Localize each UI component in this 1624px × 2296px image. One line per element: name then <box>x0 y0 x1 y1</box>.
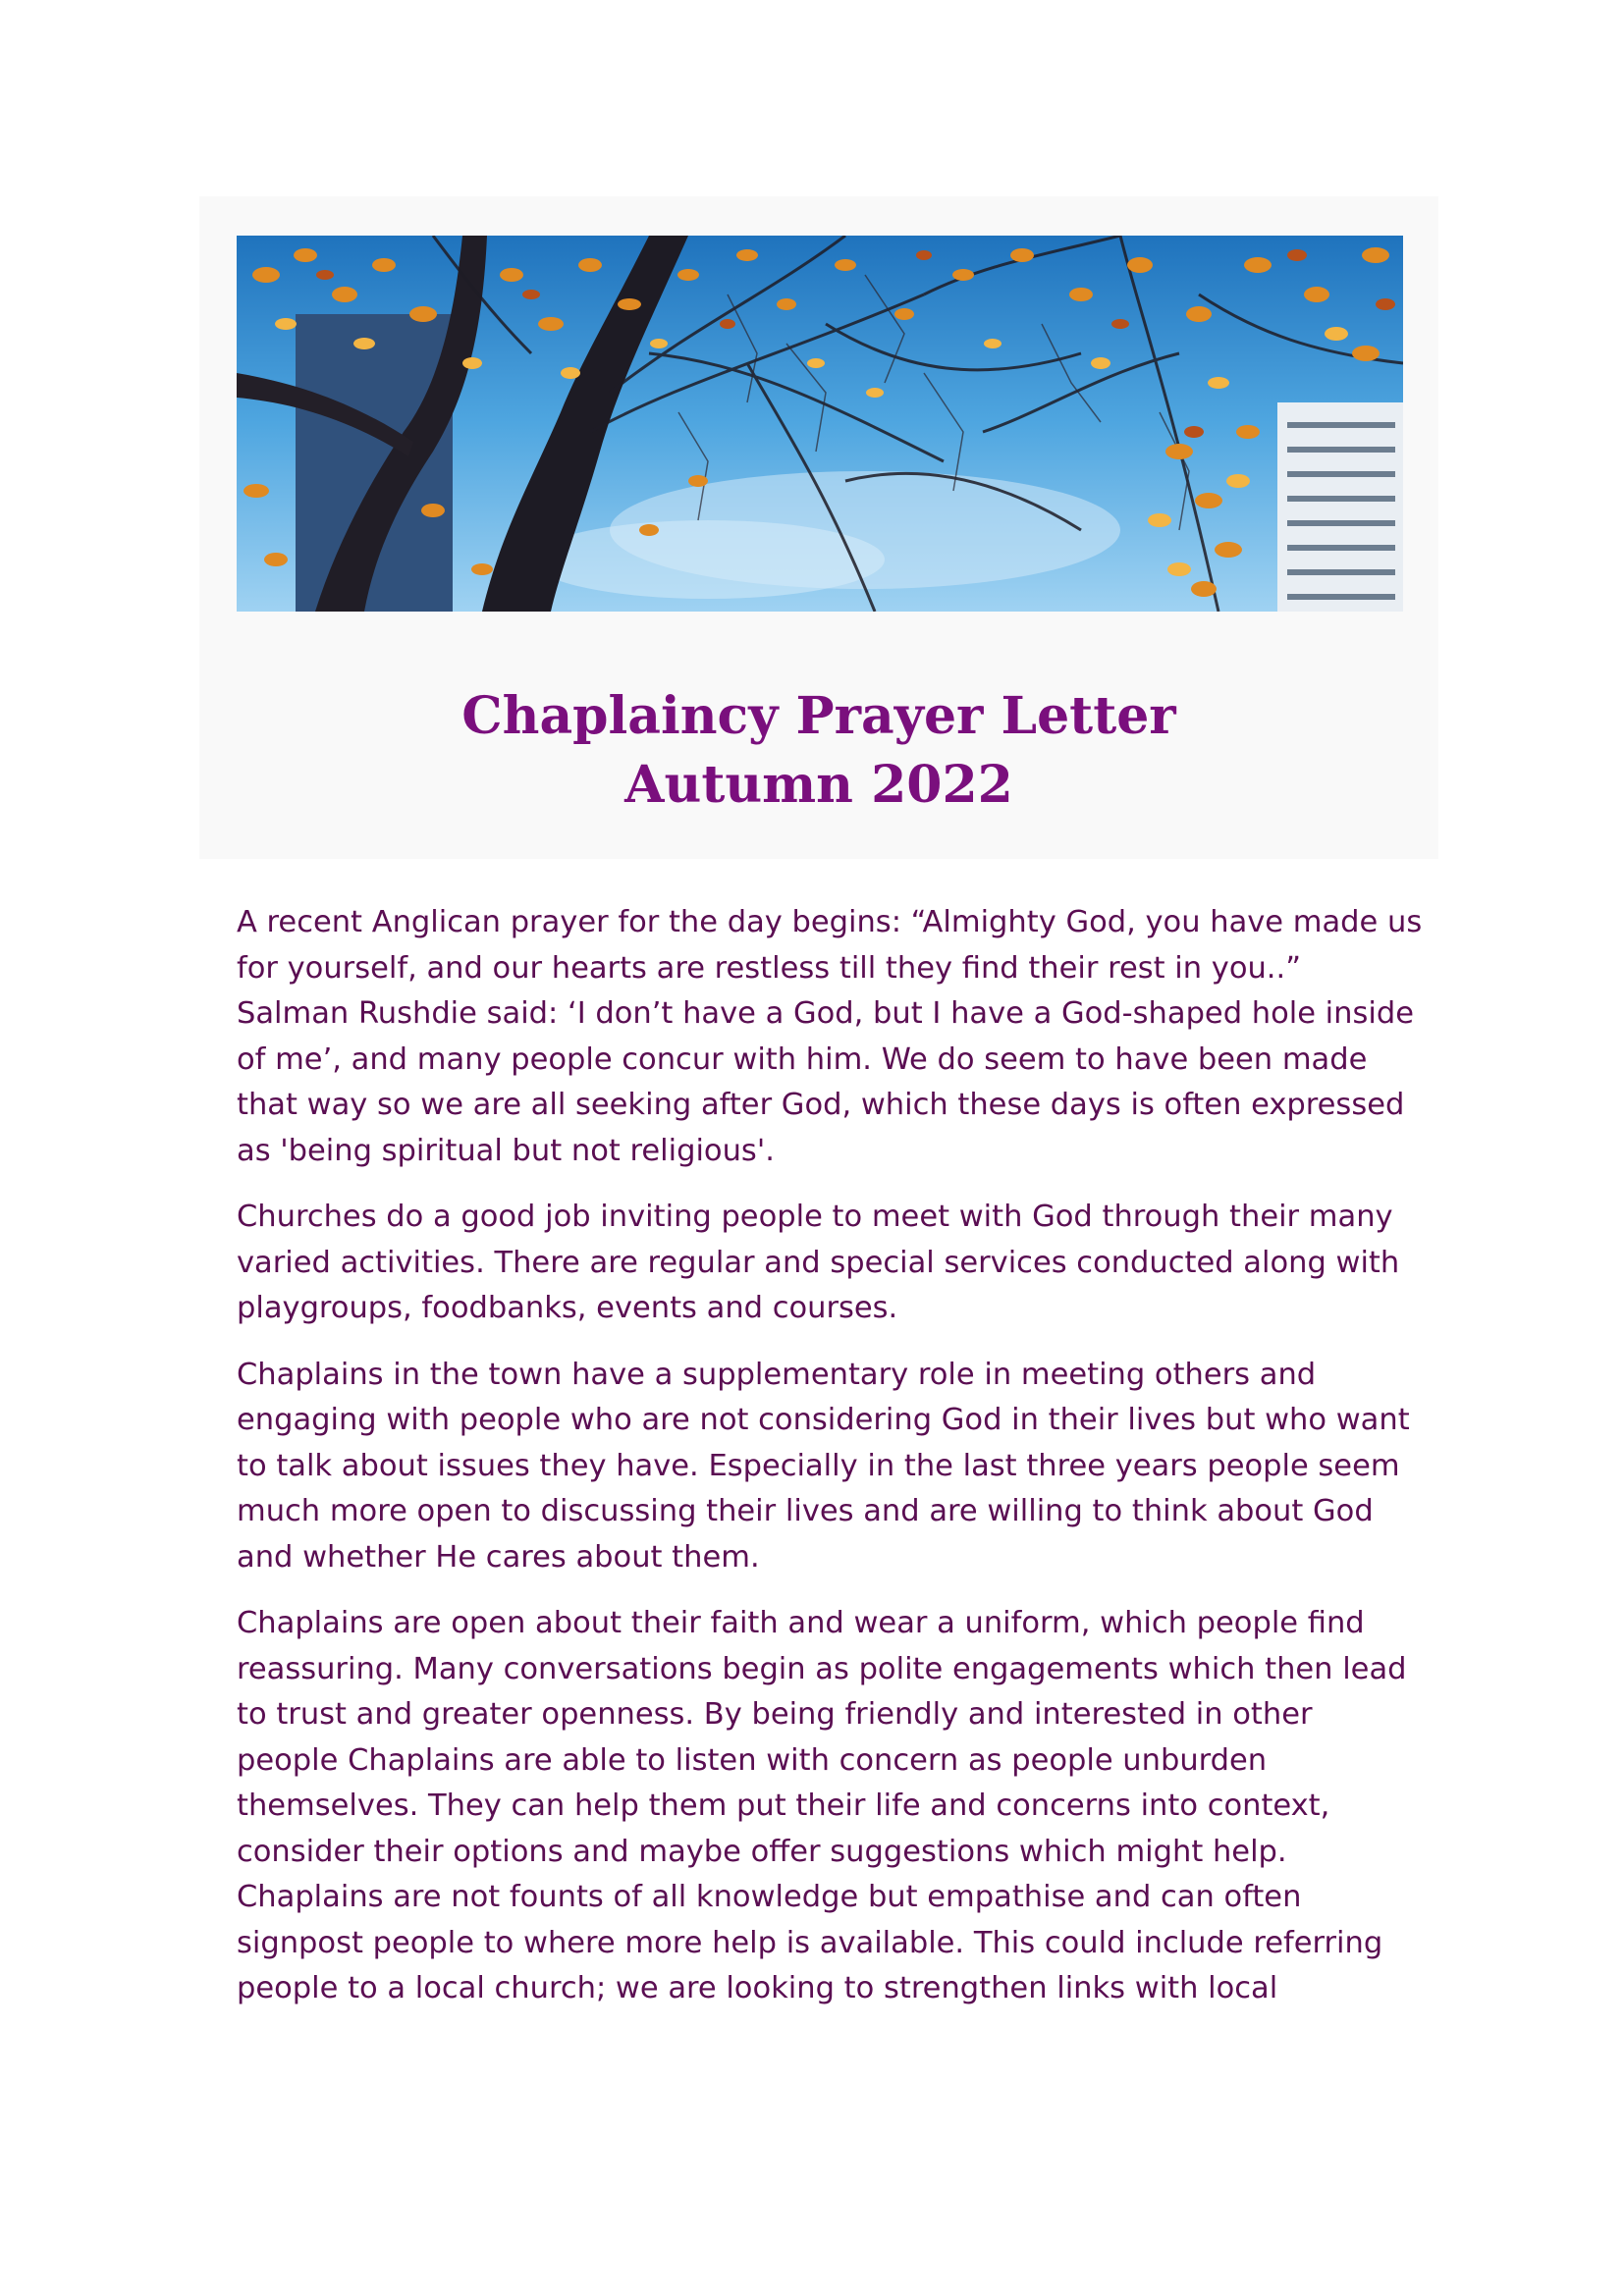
text-line: to talk about issues they have. Especially in the last three years people seem <box>237 1448 1400 1483</box>
text-line: as 'being spiritual but not religious'. <box>237 1133 775 1168</box>
title-line-1: Chaplaincy Prayer Letter <box>461 686 1176 746</box>
autumn-tree-illustration <box>237 236 1403 612</box>
text-line: people to a local church; we are looking to strengthen links with local <box>237 1971 1278 2005</box>
letter-body <box>237 900 1423 2033</box>
text-line: Salman Rushdie said: ‘I don’t have a God, but I have a God-shaped hole inside <box>237 996 1414 1031</box>
page-title <box>199 682 1438 820</box>
paragraph-2 <box>237 1195 1415 1332</box>
text-line: consider their options and maybe offer suggestions which might help. <box>237 1834 1287 1869</box>
header-card <box>199 196 1438 859</box>
text-line: Chaplains are not founts of all knowledge but empathise and can often <box>237 1880 1302 1914</box>
text-line: that way so we are all seeking after God, which these days is often expressed <box>237 1088 1405 1122</box>
text-line: and whether He cares about them. <box>237 1539 760 1575</box>
text-line: much more open to discussing their lives and are willing to think about God <box>237 1494 1374 1528</box>
text-line: signpost people to where more help is available. This could include referring <box>237 1925 1383 1960</box>
text-line: themselves. They can help them put their life and concerns into context, <box>237 1789 1330 1823</box>
text-line: of me’, and many people concur with him. We do seem to have been made <box>237 1041 1368 1077</box>
text-line: playgroups, foodbanks, events and courses. <box>237 1291 898 1325</box>
text-line: Chaplains are open about their faith and wear a uniform, which people find <box>237 1606 1365 1640</box>
paragraph-3 <box>237 1353 1415 1581</box>
text-line: varied activities. There are regular and special services conducted along with <box>237 1245 1400 1280</box>
text-line: Churches do a good job inviting people to meet with God through their many <box>237 1200 1393 1234</box>
text-line: Chaplains in the town have a supplementary role in meeting others and <box>237 1357 1317 1392</box>
text-line: reassuring. Many conversations begin as polite engagements which then lead <box>237 1651 1407 1686</box>
paragraph-4 <box>237 1601 1415 2012</box>
title-line-2: Autumn 2022 <box>624 755 1013 815</box>
text-line: for yourself, and our hearts are restless till they find their rest in you..” <box>237 950 1302 986</box>
paragraph-1 <box>237 900 1423 1174</box>
text-line: people Chaplains are able to listen with concern as people unburden <box>237 1742 1268 1778</box>
text-line: A recent Anglican prayer for the day begins: “Almighty God, you have made us <box>237 905 1423 939</box>
autumn-tree-banner-image <box>237 236 1403 612</box>
text-line: to trust and greater openness. By being friendly and interested in other <box>237 1697 1313 1732</box>
text-line: engaging with people who are not considering God in their lives but who want <box>237 1403 1410 1437</box>
